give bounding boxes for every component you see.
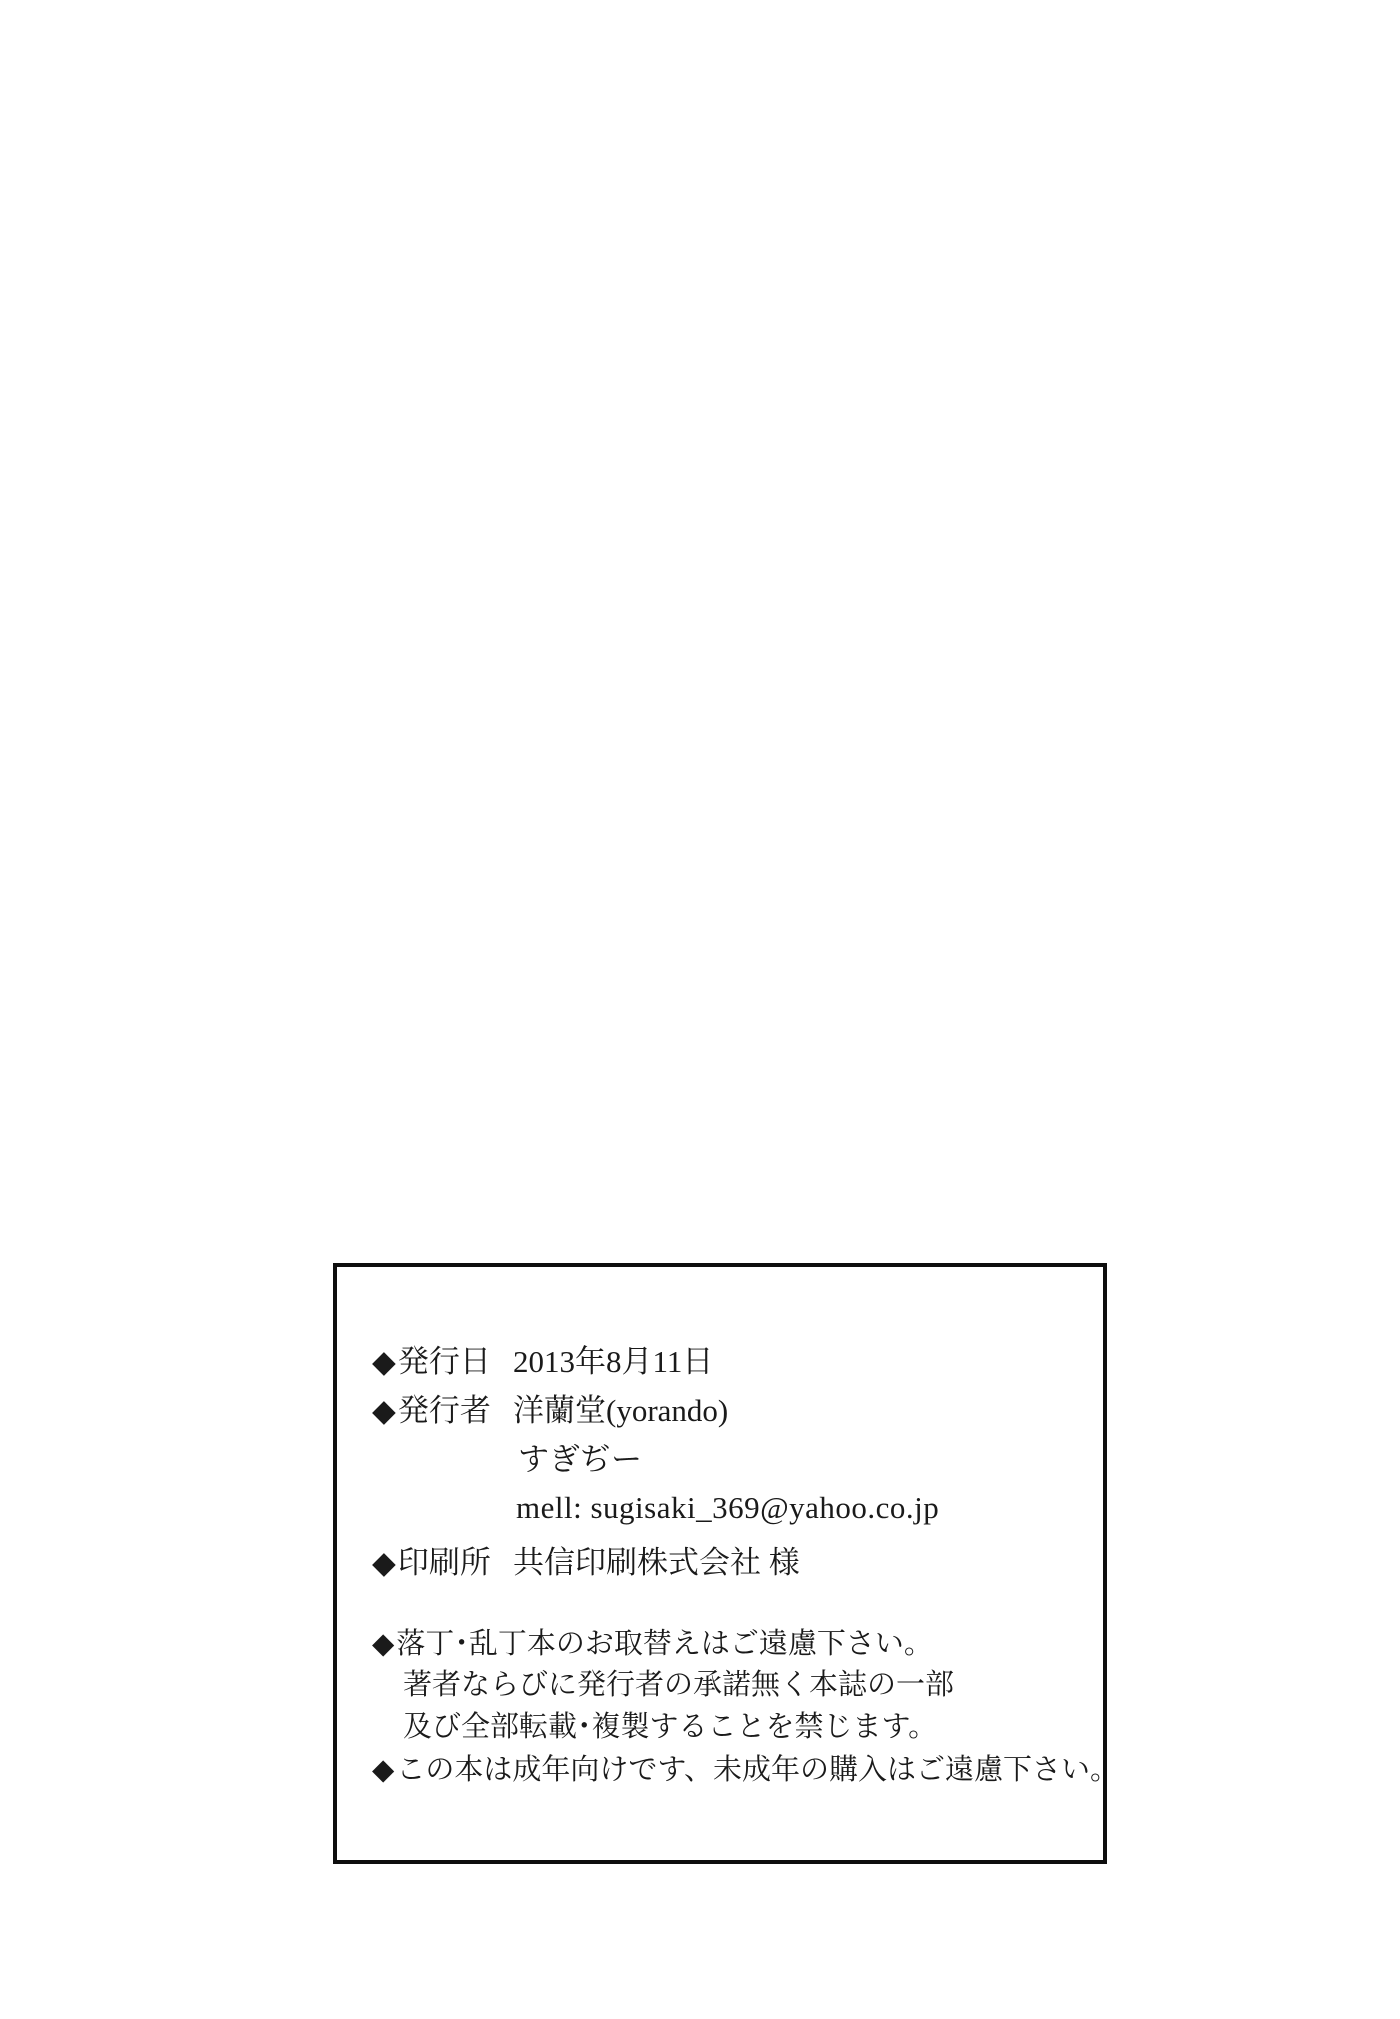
diamond-bullet-icon: ◆	[372, 1344, 396, 1379]
email-text: mell: sugisaki_369@yahoo.co.jp	[516, 1490, 940, 1525]
notice-text: 落丁･乱丁本のお取替えはご遠慮下さい。	[396, 1628, 933, 1660]
notice-copyright-line-1	[403, 1670, 954, 1702]
notice-text: この本は成年向けです、未成年の購入はご遠慮下さい。	[396, 1754, 1119, 1786]
notice-adult-only-line	[372, 1755, 1119, 1787]
entry-label-text: 発行者	[397, 1393, 491, 1428]
publisher-author-line	[518, 1443, 642, 1477]
diamond-bullet-icon: ◆	[372, 1393, 396, 1428]
entry-label-text: 発行日	[397, 1344, 491, 1379]
printer-name: 共信印刷株式会社 様	[513, 1545, 800, 1580]
notice-copyright-line-2	[403, 1712, 937, 1744]
entry-label-text: 印刷所	[397, 1545, 491, 1580]
notice-text: 著者ならびに発行者の承諾無く本誌の一部	[403, 1669, 955, 1701]
publication-date-line	[372, 1345, 713, 1379]
notice-returns-line	[372, 1629, 933, 1661]
publisher-circle-name: 洋蘭堂(yorando)	[513, 1393, 729, 1428]
printer-label	[372, 1546, 513, 1580]
publication-date-label	[372, 1345, 513, 1379]
publisher-line	[372, 1394, 728, 1428]
publisher-email-line	[516, 1491, 939, 1525]
publisher-label	[372, 1394, 513, 1428]
author-name: すぎぢー	[518, 1442, 642, 1477]
notice-text: 及び全部転載･複製することを禁じます。	[403, 1711, 938, 1743]
printer-line	[372, 1546, 800, 1580]
colophon-box	[333, 1263, 1119, 1864]
diamond-bullet-icon: ◆	[372, 1754, 395, 1786]
diamond-bullet-icon: ◆	[372, 1545, 396, 1580]
diamond-bullet-icon: ◆	[372, 1628, 395, 1660]
publication-date-value: 2013年8月11日	[513, 1344, 714, 1379]
